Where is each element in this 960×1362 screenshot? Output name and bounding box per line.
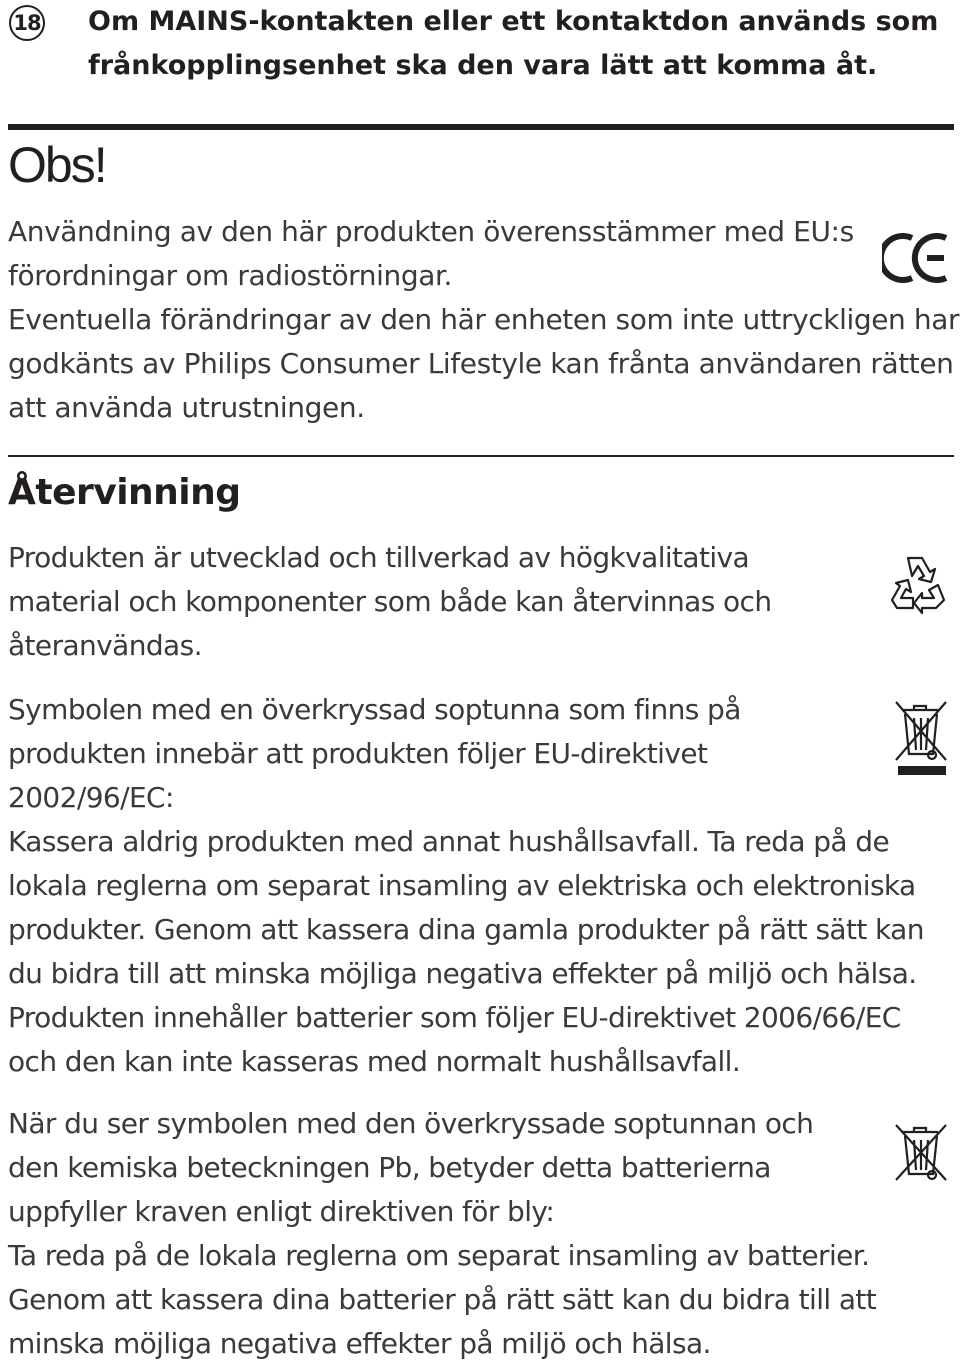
paragraph-line: Produkten innehåller batterier som följer EU-direktivet 2006/66/EC <box>8 1001 901 1034</box>
item-number-badge: 18 <box>9 5 45 41</box>
paragraph-line: produkter. Genom att kassera dina gamla produkter på rätt sätt kan <box>8 913 924 946</box>
section-divider-thin <box>8 455 954 457</box>
obs-line: Användning av den här produkten överensstämmer med EU:s <box>8 215 854 248</box>
item-18-line: Om MAINS-kontakten eller ett kontaktdon används som <box>88 6 939 37</box>
crossed-bin-battery-icon <box>892 1122 952 1184</box>
recycling-heading: Återvinning <box>8 472 241 513</box>
paragraph-line: lokala reglerna om separat insamling av elektriska och elektroniska <box>8 869 916 902</box>
paragraph-line: och den kan inte kasseras med normalt hushållsavfall. <box>8 1045 741 1078</box>
item-18-text <box>88 0 948 88</box>
ce-mark-icon <box>882 230 950 286</box>
paragraph-line: den kemiska beteckningen Pb, betyder detta batterierna <box>8 1151 771 1184</box>
paragraph-line: 2002/96/EC: <box>8 781 174 814</box>
recycle-icon <box>886 552 950 614</box>
paragraph-line: När du ser symbolen med den överkryssade soptunnan och <box>8 1107 814 1140</box>
obs-line: Eventuella förändringar av den här enheten som inte uttryckligen har <box>8 303 960 336</box>
paragraph-line: Kassera aldrig produkten med annat hushållsavfall. Ta reda på de <box>8 825 890 858</box>
paragraph-line: Ta reda på de lokala reglerna om separat insamling av batterier. <box>8 1239 870 1272</box>
recycling-paragraph-1 <box>8 536 772 668</box>
paragraph-line: du bidra till att minska möjliga negativa effekter på miljö och hälsa. <box>8 957 917 990</box>
recycling-paragraph-3 <box>8 1102 876 1362</box>
paragraph-line: minska möjliga negativa effekter på miljö och hälsa. <box>8 1327 711 1360</box>
paragraph-line: Produkten är utvecklad och tillverkad av högkvalitativa <box>8 541 750 574</box>
obs-line: att använda utrustningen. <box>8 391 365 424</box>
obs-paragraph <box>8 210 958 430</box>
paragraph-line: Symbolen med en överkryssad soptunna som finns på <box>8 693 741 726</box>
item-18-line: frånkopplingsenhet ska den vara lätt att komma åt. <box>88 50 878 81</box>
obs-line: godkänts av Philips Consumer Lifestyle kan frånta användaren rätten <box>8 347 954 380</box>
paragraph-line: uppfyller kraven enligt direktiven för bly: <box>8 1195 555 1228</box>
paragraph-line: material och komponenter som både kan återvinnas och <box>8 585 772 618</box>
paragraph-line: återanvändas. <box>8 629 202 662</box>
obs-line: förordningar om radiostörningar. <box>8 259 453 292</box>
paragraph-line: produkten innebär att produkten följer EU-direktivet <box>8 737 708 770</box>
crossed-bin-icon <box>892 698 952 780</box>
recycling-paragraph-2 <box>8 688 924 1084</box>
section-divider-thick <box>8 124 954 130</box>
obs-heading: Obs! <box>8 137 106 193</box>
paragraph-line: Genom att kassera dina batterier på rätt sätt kan du bidra till att <box>8 1283 877 1316</box>
